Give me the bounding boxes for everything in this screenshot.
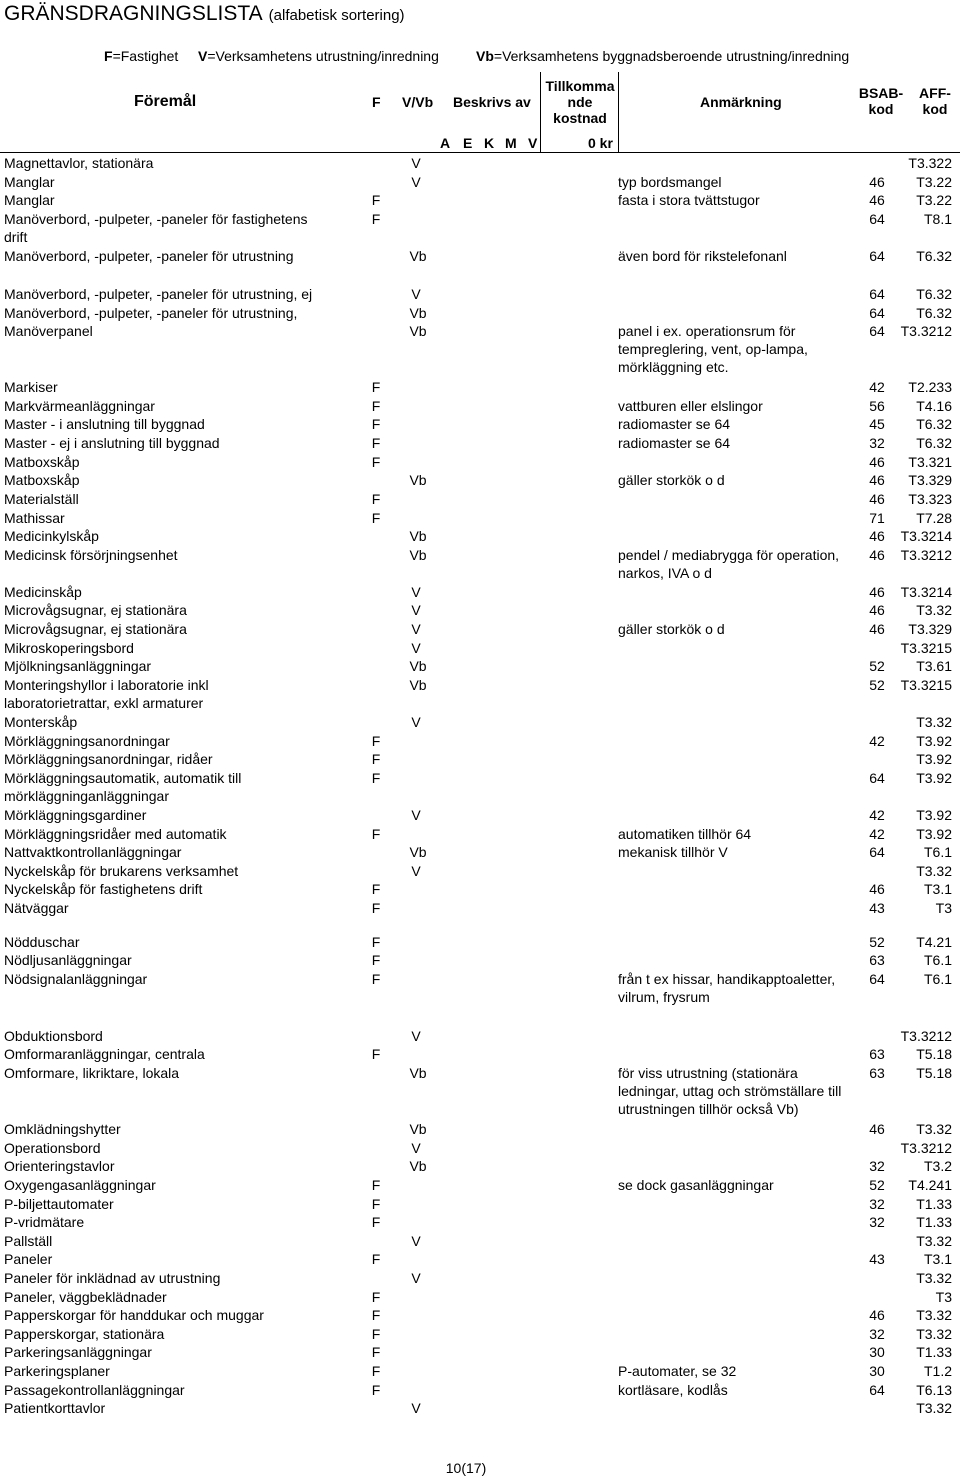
item-bsab-code: 46 bbox=[869, 1121, 885, 1137]
legend-v bbox=[198, 48, 439, 64]
item-name: Parkeringsplaner bbox=[4, 1363, 110, 1379]
item-bsab-code: 63 bbox=[869, 1046, 885, 1062]
item-remark: utrustningen tillhör också Vb) bbox=[618, 1101, 799, 1117]
item-name: Mörkläggningsgardiner bbox=[4, 807, 147, 823]
item-bsab-code: 46 bbox=[869, 491, 885, 507]
item-type: Vb bbox=[409, 658, 427, 674]
item-name: Manglar bbox=[4, 174, 55, 190]
header-vvb: V/Vb bbox=[402, 94, 434, 110]
item-aff-code: T1.2 bbox=[923, 1363, 952, 1379]
item-type: V bbox=[411, 1270, 421, 1286]
item-name: Manöverpanel bbox=[4, 323, 93, 339]
item-remark: gäller storkök o d bbox=[618, 472, 725, 488]
title-subtitle: (alfabetisk sortering) bbox=[268, 7, 405, 24]
item-aff-code: T3.32 bbox=[916, 1233, 952, 1249]
item-type: Vb bbox=[409, 248, 427, 264]
item-type: V bbox=[411, 807, 421, 823]
item-type: V bbox=[411, 602, 421, 618]
item-aff-code: T3.22 bbox=[916, 192, 952, 208]
item-aff-code: T1.33 bbox=[916, 1196, 952, 1212]
item-aff-code: T3.92 bbox=[916, 770, 952, 786]
item-type: F bbox=[371, 1046, 381, 1062]
item-name: P-biljettautomater bbox=[4, 1196, 114, 1212]
item-type: F bbox=[371, 435, 381, 451]
item-remark: vilrum, frysrum bbox=[618, 989, 710, 1005]
item-aff-code: T3.1 bbox=[923, 1251, 952, 1267]
item-type: Vb bbox=[409, 547, 427, 563]
item-name: Medicinkylskåp bbox=[4, 528, 99, 544]
item-type: V bbox=[411, 621, 421, 637]
item-name: Manöverbord, -pulpeter, -paneler för utrustning bbox=[4, 248, 294, 264]
item-name: Nattvaktkontrollanläggningar bbox=[4, 844, 182, 860]
item-name: Microvågsugnar, ej stationära bbox=[4, 621, 187, 637]
item-aff-code: T6.13 bbox=[916, 1382, 952, 1398]
item-name: Mörkläggningsridåer med automatik bbox=[4, 826, 227, 842]
item-name: Oxygengasanläggningar bbox=[4, 1177, 156, 1193]
item-type: F bbox=[371, 510, 381, 526]
item-name: Passagekontrollanläggningar bbox=[4, 1382, 185, 1398]
item-aff-code: T3.2 bbox=[923, 1158, 952, 1174]
item-aff-code: T5.18 bbox=[916, 1046, 952, 1062]
item-type: F bbox=[371, 454, 381, 470]
item-aff-code: T3.329 bbox=[908, 472, 952, 488]
header-object: Föremål bbox=[134, 93, 197, 110]
page-number: 10(17) bbox=[445, 1460, 487, 1476]
item-type: F bbox=[371, 1196, 381, 1212]
item-type: F bbox=[371, 491, 381, 507]
item-aff-code: T6.32 bbox=[916, 435, 952, 451]
item-type: F bbox=[371, 881, 381, 897]
item-aff-code: T7.28 bbox=[916, 510, 952, 526]
item-bsab-code: 32 bbox=[869, 1196, 885, 1212]
item-bsab-code: 64 bbox=[869, 323, 885, 339]
item-aff-code: T6.1 bbox=[923, 952, 952, 968]
item-remark: från t ex hissar, handikapptoaletter, bbox=[618, 971, 836, 987]
header-aff-line: AFF- bbox=[919, 85, 951, 101]
item-bsab-code: 46 bbox=[869, 602, 885, 618]
item-type: F bbox=[371, 1289, 381, 1305]
item-aff-code: T6.32 bbox=[916, 286, 952, 302]
item-name: Monterskåp bbox=[4, 714, 78, 730]
item-aff-code: T3.1 bbox=[923, 881, 952, 897]
item-bsab-code: 46 bbox=[869, 584, 885, 600]
item-type: V bbox=[411, 155, 421, 171]
item-bsab-code: 32 bbox=[869, 1158, 885, 1174]
subcol-m: M bbox=[505, 135, 517, 151]
item-remark: för viss utrustning (stationära bbox=[618, 1065, 798, 1081]
item-aff-code: T3.92 bbox=[916, 751, 952, 767]
item-bsab-code: 46 bbox=[869, 621, 885, 637]
item-bsab-code: 64 bbox=[869, 286, 885, 302]
item-type: F bbox=[371, 379, 381, 395]
item-remark: vattburen eller elslingor bbox=[618, 398, 763, 414]
header-remark: Anmärkning bbox=[700, 94, 782, 110]
item-remark: automatiken tillhör 64 bbox=[618, 826, 752, 842]
item-name: Markvärmeanläggningar bbox=[4, 398, 155, 414]
item-bsab-code: 46 bbox=[869, 547, 885, 563]
item-name: Medicinskåp bbox=[4, 584, 82, 600]
item-name: Paneler för inklädnad av utrustning bbox=[4, 1270, 221, 1286]
item-remark: se dock gasanläggningar bbox=[618, 1177, 774, 1193]
item-name: Mörkläggningsanordningar bbox=[4, 733, 170, 749]
item-aff-code: T4.241 bbox=[908, 1177, 952, 1193]
item-name: Mörkläggningsautomatik, automatik till bbox=[4, 770, 242, 786]
item-type: Vb bbox=[409, 472, 427, 488]
item-remark: panel i ex. operationsrum för bbox=[618, 323, 796, 339]
item-type: F bbox=[371, 900, 381, 916]
item-type: V bbox=[411, 584, 421, 600]
item-name: Manöverbord, -pulpeter, -paneler för fastighetens bbox=[4, 211, 308, 227]
column-divider bbox=[540, 72, 541, 152]
item-type: F bbox=[371, 1363, 381, 1379]
item-aff-code: T2.233 bbox=[908, 379, 952, 395]
item-aff-code: T3.329 bbox=[908, 621, 952, 637]
item-bsab-code: 46 bbox=[869, 192, 885, 208]
legend-text: =Verksamhetens byggnadsberoende utrustning/inredning bbox=[493, 48, 850, 64]
item-aff-code: T3.92 bbox=[916, 826, 952, 842]
header-added-cost-line: nde bbox=[567, 94, 593, 110]
item-bsab-code: 46 bbox=[869, 174, 885, 190]
item-remark: gäller storkök o d bbox=[618, 621, 725, 637]
item-bsab-code: 30 bbox=[869, 1363, 885, 1379]
item-name: P-vridmätare bbox=[4, 1214, 85, 1230]
item-bsab-code: 56 bbox=[869, 398, 885, 414]
item-type: V bbox=[411, 286, 421, 302]
item-name: Patientkorttavlor bbox=[4, 1400, 106, 1416]
item-aff-code: T4.21 bbox=[916, 934, 952, 950]
item-bsab-code: 64 bbox=[869, 305, 885, 321]
item-aff-code: T8.1 bbox=[923, 211, 952, 227]
item-aff-code: T6.32 bbox=[916, 416, 952, 432]
item-bsab-code: 52 bbox=[869, 1177, 885, 1193]
item-name: laboratorietrattar, exkl armaturer bbox=[4, 695, 204, 711]
item-name: Manöverbord, -pulpeter, -paneler för utrustning, bbox=[4, 305, 298, 321]
item-name: Obduktionsbord bbox=[4, 1028, 103, 1044]
header-added-cost bbox=[540, 78, 620, 126]
item-bsab-code: 64 bbox=[869, 770, 885, 786]
item-type: F bbox=[371, 398, 381, 414]
item-name: Markiser bbox=[4, 379, 58, 395]
item-aff-code: T3.32 bbox=[916, 863, 952, 879]
item-bsab-code: 46 bbox=[869, 454, 885, 470]
item-name: Mathissar bbox=[4, 510, 65, 526]
item-type: Vb bbox=[409, 323, 427, 339]
item-aff-code: T1.33 bbox=[916, 1214, 952, 1230]
item-name: Matboxskåp bbox=[4, 472, 80, 488]
item-bsab-code: 30 bbox=[869, 1344, 885, 1360]
item-bsab-code: 64 bbox=[869, 1382, 885, 1398]
item-type: V bbox=[411, 174, 421, 190]
item-type: F bbox=[371, 1214, 381, 1230]
subcol-v: V bbox=[528, 135, 538, 151]
item-aff-code: T3.3212 bbox=[900, 1140, 952, 1156]
legend-key: V bbox=[198, 48, 208, 64]
item-name: drift bbox=[4, 229, 28, 245]
header-bsab-line: kod bbox=[868, 101, 894, 117]
item-aff-code: T5.18 bbox=[916, 1065, 952, 1081]
item-bsab-code: 64 bbox=[869, 844, 885, 860]
item-bsab-code: 64 bbox=[869, 248, 885, 264]
item-type: Vb bbox=[409, 844, 427, 860]
item-type: F bbox=[371, 770, 381, 786]
item-type: V bbox=[411, 640, 421, 656]
item-type: F bbox=[371, 733, 381, 749]
item-bsab-code: 42 bbox=[869, 807, 885, 823]
item-remark: radiomaster se 64 bbox=[618, 435, 731, 451]
item-aff-code: T3.323 bbox=[908, 491, 952, 507]
item-bsab-code: 45 bbox=[869, 416, 885, 432]
item-name: Medicinsk försörjningsenhet bbox=[4, 547, 178, 563]
item-type: F bbox=[371, 1344, 381, 1360]
item-bsab-code: 32 bbox=[869, 435, 885, 451]
item-bsab-code: 46 bbox=[869, 881, 885, 897]
item-name: Mörkläggningsanordningar, ridåer bbox=[4, 751, 213, 767]
item-remark: kortläsare, kodlås bbox=[618, 1382, 728, 1398]
item-type: F bbox=[371, 1307, 381, 1323]
item-remark: även bord för rikstelefonanl bbox=[618, 248, 787, 264]
item-bsab-code: 32 bbox=[869, 1214, 885, 1230]
item-type: Vb bbox=[409, 1121, 427, 1137]
subcol-e: E bbox=[463, 135, 473, 151]
item-name: Magnettavlor, stationära bbox=[4, 155, 154, 171]
item-aff-code: T3.32 bbox=[916, 714, 952, 730]
item-type: V bbox=[411, 1233, 421, 1249]
item-aff-code: T3.322 bbox=[908, 155, 952, 171]
item-aff-code: T3.32 bbox=[916, 1270, 952, 1286]
item-type: Vb bbox=[409, 528, 427, 544]
header-f: F bbox=[372, 94, 381, 110]
item-bsab-code: 42 bbox=[869, 826, 885, 842]
item-name: Master - i anslutning till byggnad bbox=[4, 416, 205, 432]
item-aff-code: T6.32 bbox=[916, 305, 952, 321]
item-bsab-code: 42 bbox=[869, 379, 885, 395]
item-name: Mikroskoperingsbord bbox=[4, 640, 134, 656]
item-remark: radiomaster se 64 bbox=[618, 416, 731, 432]
item-aff-code: T3 bbox=[935, 1289, 952, 1305]
item-bsab-code: 46 bbox=[869, 1307, 885, 1323]
item-aff-code: T3.3214 bbox=[900, 528, 952, 544]
header-described-in: Beskrivs av bbox=[453, 94, 531, 110]
item-name: Papperskorgar för handdukar och muggar bbox=[4, 1307, 264, 1323]
legend-f bbox=[104, 48, 178, 64]
item-name: Materialställ bbox=[4, 491, 79, 507]
item-name: Omformare, likriktare, lokala bbox=[4, 1065, 180, 1081]
page-title bbox=[4, 2, 405, 26]
title-text: GRÄNSDRAGNINGSLISTA bbox=[4, 2, 263, 25]
item-aff-code: T1.33 bbox=[916, 1344, 952, 1360]
item-name: Manöverbord, -pulpeter, -paneler för utrustning, ej bbox=[4, 286, 313, 302]
item-type: Vb bbox=[409, 677, 427, 693]
item-aff-code: T3.321 bbox=[908, 454, 952, 470]
item-name: Operationsbord bbox=[4, 1140, 101, 1156]
item-type: F bbox=[371, 826, 381, 842]
item-aff-code: T4.16 bbox=[916, 398, 952, 414]
item-type: Vb bbox=[409, 1158, 427, 1174]
item-aff-code: T3 bbox=[935, 900, 952, 916]
item-aff-code: T3.3212 bbox=[900, 1028, 952, 1044]
item-bsab-code: 43 bbox=[869, 900, 885, 916]
legend-text: =Fastighet bbox=[112, 48, 179, 64]
item-aff-code: T3.32 bbox=[916, 602, 952, 618]
item-aff-code: T6.32 bbox=[916, 248, 952, 264]
item-bsab-code: 63 bbox=[869, 1065, 885, 1081]
item-type: V bbox=[411, 714, 421, 730]
item-remark: ledningar, uttag och strömställare till bbox=[618, 1083, 842, 1099]
legend-text: =Verksamhetens utrustning/inredning bbox=[207, 48, 439, 64]
item-type: F bbox=[371, 1177, 381, 1193]
item-remark: narkos, IVA o d bbox=[618, 565, 712, 581]
item-name: Nyckelskåp för fastighetens drift bbox=[4, 881, 203, 897]
item-type: F bbox=[371, 192, 381, 208]
item-bsab-code: 52 bbox=[869, 677, 885, 693]
item-aff-code: T3.32 bbox=[916, 1400, 952, 1416]
item-aff-code: T3.92 bbox=[916, 733, 952, 749]
item-type: V bbox=[411, 1028, 421, 1044]
item-bsab-code: 64 bbox=[869, 211, 885, 227]
item-aff-code: T3.61 bbox=[916, 658, 952, 674]
item-name: Papperskorgar, stationära bbox=[4, 1326, 165, 1342]
item-name: Manglar bbox=[4, 192, 55, 208]
item-bsab-code: 63 bbox=[869, 952, 885, 968]
item-name: Matboxskåp bbox=[4, 454, 80, 470]
header-bsab bbox=[858, 85, 904, 117]
item-type: F bbox=[371, 751, 381, 767]
item-aff-code: T3.32 bbox=[916, 1307, 952, 1323]
item-type: F bbox=[371, 1251, 381, 1267]
item-name: Microvågsugnar, ej stationära bbox=[4, 602, 187, 618]
item-remark: tempreglering, vent, op-lampa, bbox=[618, 341, 808, 357]
item-aff-code: T3.3215 bbox=[900, 677, 952, 693]
item-aff-code: T3.3212 bbox=[900, 547, 952, 563]
item-aff-code: T3.3212 bbox=[900, 323, 952, 339]
item-type: F bbox=[371, 971, 381, 987]
item-bsab-code: 52 bbox=[869, 658, 885, 674]
header-bsab-line: BSAB- bbox=[858, 85, 904, 101]
item-aff-code: T3.32 bbox=[916, 1121, 952, 1137]
column-divider bbox=[618, 72, 619, 152]
item-remark: pendel / mediabrygga för operation, bbox=[618, 547, 840, 563]
item-type: F bbox=[371, 1326, 381, 1342]
item-bsab-code: 43 bbox=[869, 1251, 885, 1267]
item-name: Pallställ bbox=[4, 1233, 53, 1249]
item-name: Orienteringstavlor bbox=[4, 1158, 115, 1174]
cost-zero: 0 kr bbox=[588, 135, 613, 151]
header-aff bbox=[912, 85, 958, 117]
item-type: V bbox=[411, 1400, 421, 1416]
item-type: V bbox=[411, 1140, 421, 1156]
item-bsab-code: 42 bbox=[869, 733, 885, 749]
item-aff-code: T3.32 bbox=[916, 1326, 952, 1342]
item-name: Nyckelskåp för brukarens verksamhet bbox=[4, 863, 239, 879]
item-type: F bbox=[371, 211, 381, 227]
item-type: V bbox=[411, 863, 421, 879]
item-bsab-code: 52 bbox=[869, 934, 885, 950]
item-name: Nödsignalanläggningar bbox=[4, 971, 148, 987]
item-type: F bbox=[371, 416, 381, 432]
item-aff-code: T3.92 bbox=[916, 807, 952, 823]
item-aff-code: T6.1 bbox=[923, 844, 952, 860]
subcol-a: A bbox=[440, 135, 451, 151]
item-name: Mjölkningsanläggningar bbox=[4, 658, 152, 674]
item-type: F bbox=[371, 1382, 381, 1398]
item-name: Paneler bbox=[4, 1251, 53, 1267]
item-remark: typ bordsmangel bbox=[618, 174, 722, 190]
item-aff-code: T3.3215 bbox=[900, 640, 952, 656]
item-name: Nätväggar bbox=[4, 900, 69, 916]
item-type: F bbox=[371, 952, 381, 968]
legend-key: Vb bbox=[476, 48, 494, 64]
header-added-cost-line: Tillkomma bbox=[545, 78, 615, 94]
legend-vb bbox=[476, 48, 849, 64]
item-type: Vb bbox=[409, 1065, 427, 1081]
item-bsab-code: 64 bbox=[869, 971, 885, 987]
item-name: Parkeringsanläggningar bbox=[4, 1344, 152, 1360]
subcol-k: K bbox=[484, 135, 495, 151]
item-name: Nödljusanläggningar bbox=[4, 952, 132, 968]
item-name: Monteringshyllor i laboratorie inkl bbox=[4, 677, 209, 693]
legend-key: F bbox=[104, 48, 113, 64]
item-name: Master - ej i anslutning till byggnad bbox=[4, 435, 220, 451]
header-rule bbox=[0, 152, 960, 153]
item-aff-code: T6.1 bbox=[923, 971, 952, 987]
item-name: Omformaranläggningar, centrala bbox=[4, 1046, 205, 1062]
item-type: F bbox=[371, 934, 381, 950]
item-aff-code: T3.3214 bbox=[900, 584, 952, 600]
item-name: Paneler, väggbeklädnader bbox=[4, 1289, 167, 1305]
item-bsab-code: 46 bbox=[869, 528, 885, 544]
item-bsab-code: 71 bbox=[869, 510, 885, 526]
item-bsab-code: 46 bbox=[869, 472, 885, 488]
item-remark: P-automater, se 32 bbox=[618, 1363, 737, 1379]
header-added-cost-line: kostnad bbox=[553, 110, 607, 126]
item-bsab-code: 32 bbox=[869, 1326, 885, 1342]
item-aff-code: T3.22 bbox=[916, 174, 952, 190]
item-name: mörkläggninganläggningar bbox=[4, 788, 170, 804]
item-name: Omklädningshytter bbox=[4, 1121, 121, 1137]
item-remark: mekanisk tillhör V bbox=[618, 844, 728, 860]
item-remark: mörkläggning etc. bbox=[618, 359, 729, 375]
item-remark: fasta i stora tvättstugor bbox=[618, 192, 760, 208]
header-aff-line: kod bbox=[922, 101, 948, 117]
item-name: Nödduschar bbox=[4, 934, 80, 950]
item-type: Vb bbox=[409, 305, 427, 321]
